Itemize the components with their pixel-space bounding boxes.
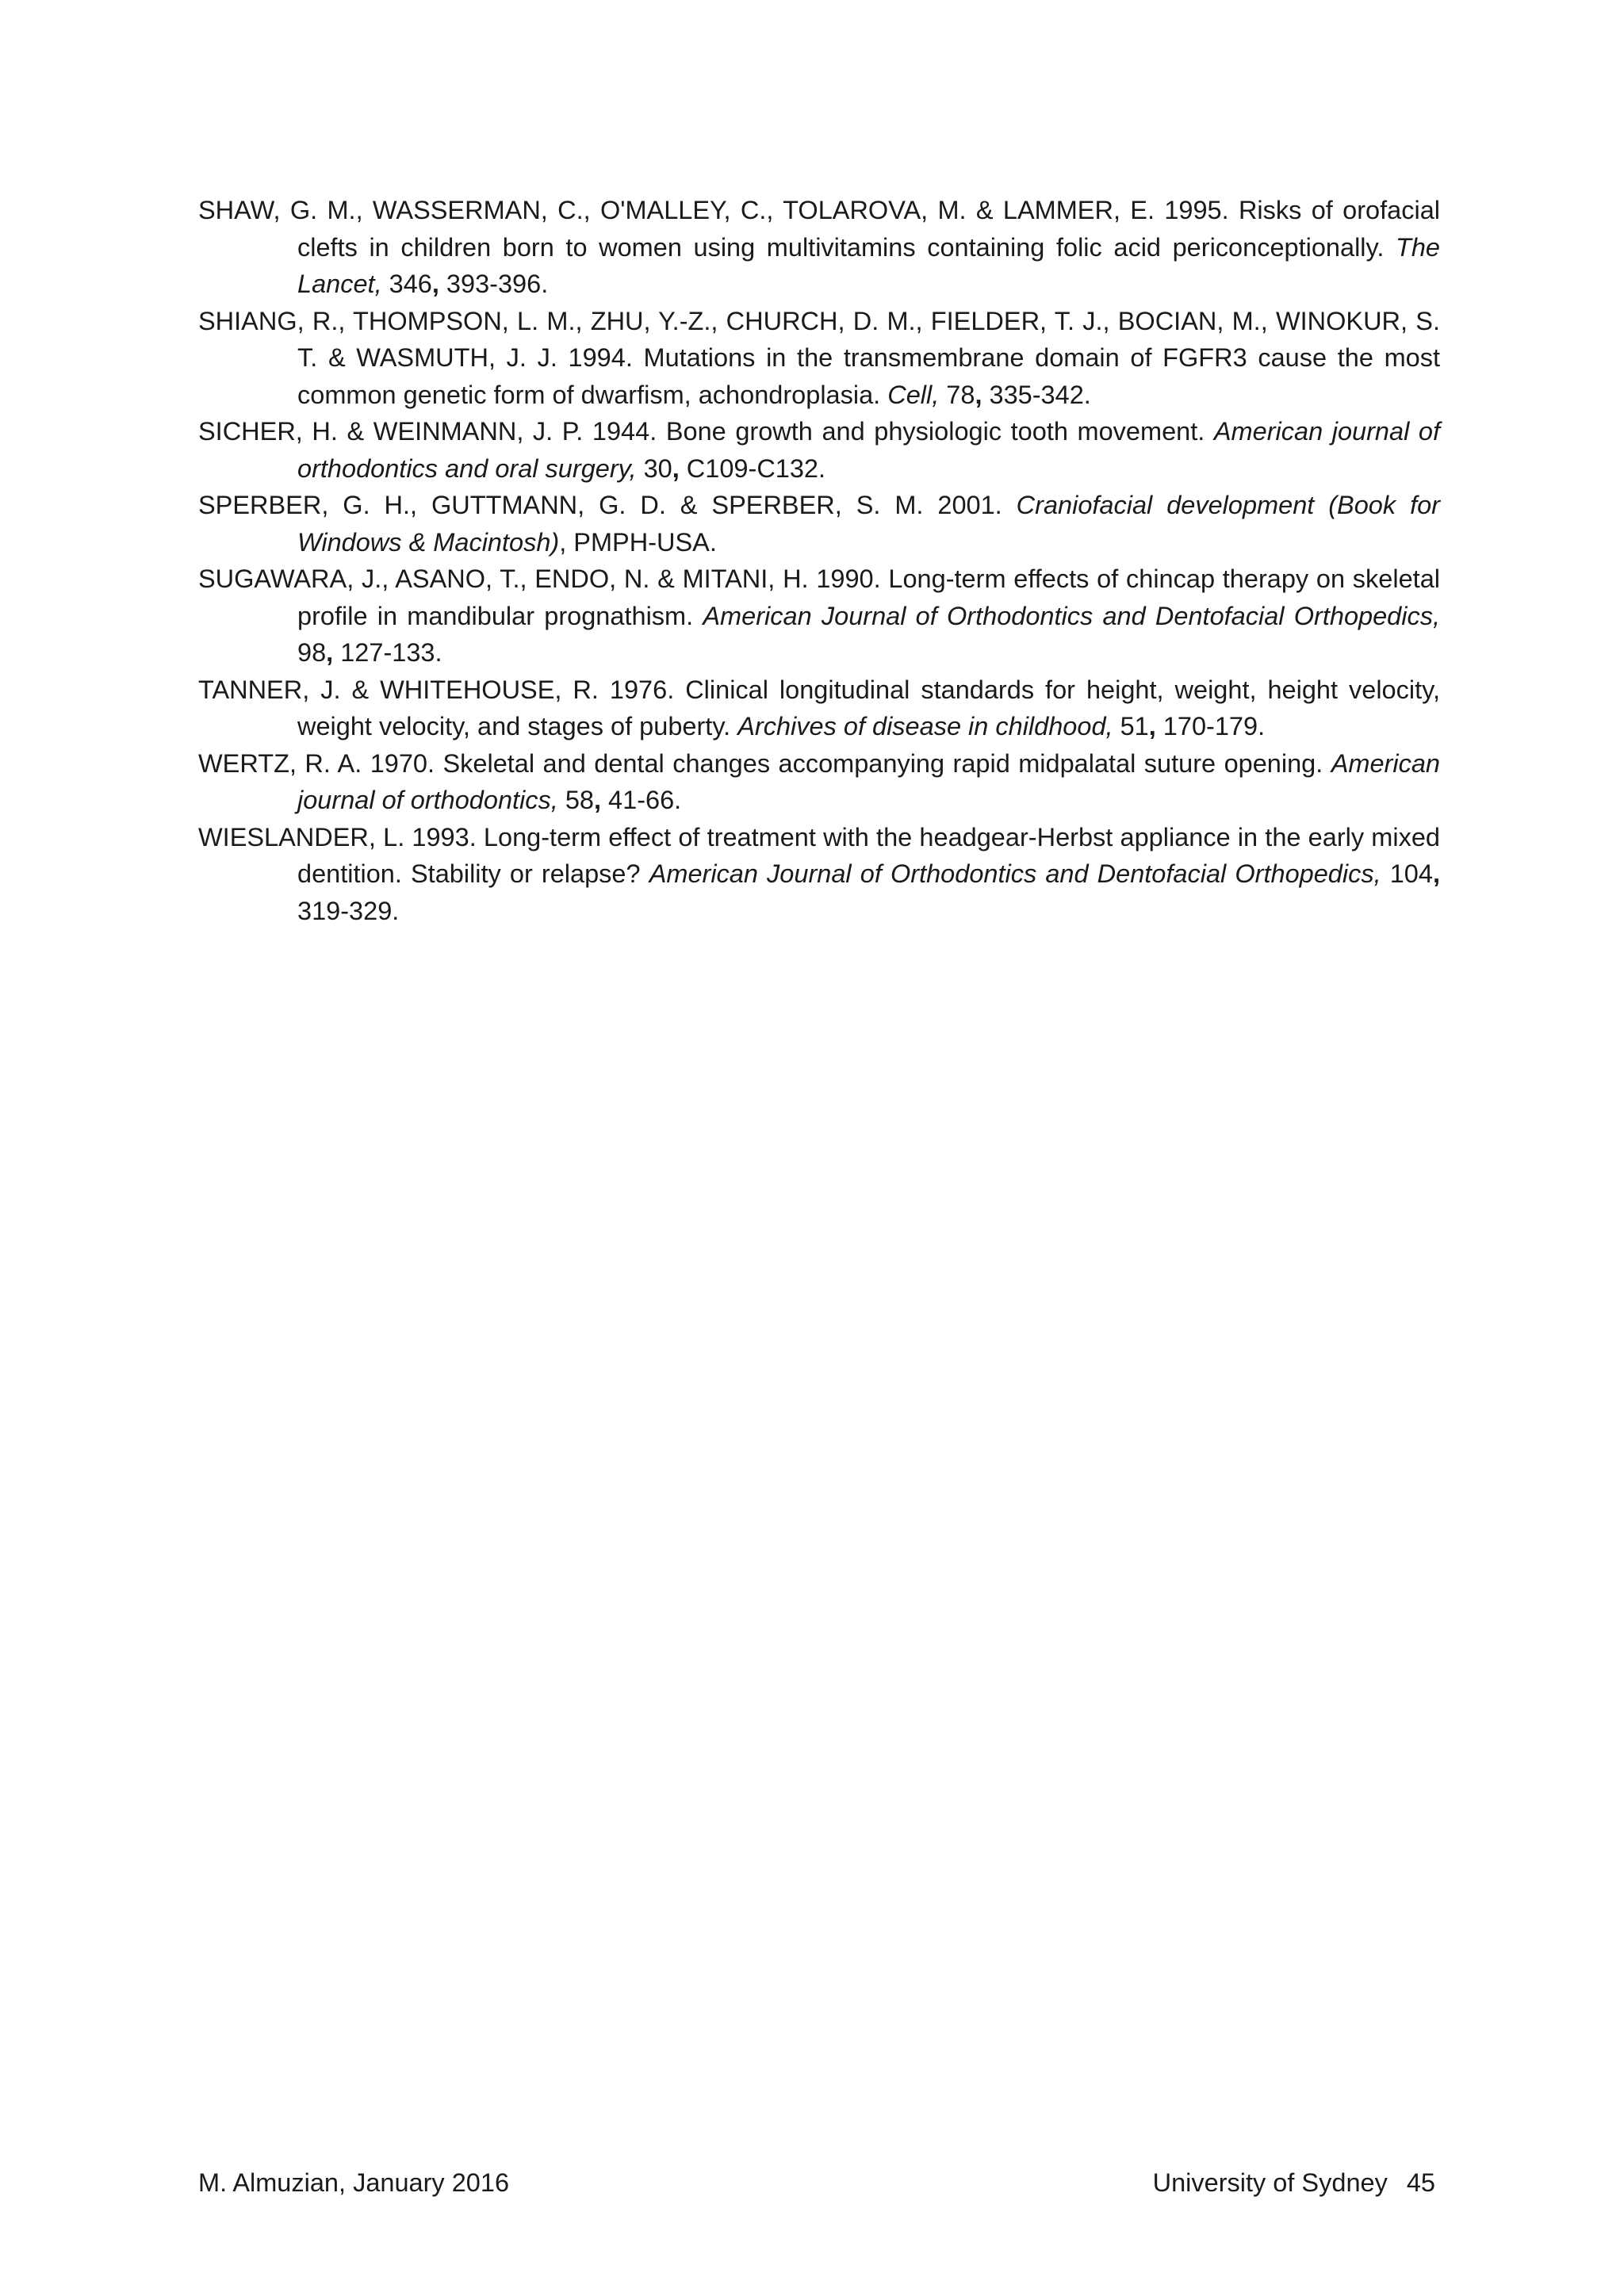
footer-right: [1153, 2164, 1435, 2201]
page-number: 45: [1406, 2168, 1435, 2197]
reference-pages: 170-179.: [1155, 712, 1266, 740]
reference-pages: C109-C132.: [679, 453, 826, 483]
reference-volume: 346: [389, 270, 432, 298]
reference-gap: [637, 454, 644, 483]
reference-authors-title: SICHER, H. & WEINMANN, J. P. 1944. Bone growth and physiologic tooth movement.: [198, 417, 1214, 446]
reference-authors-title: SHAW, G. M., WASSERMAN, C., O'MALLEY, C., TOLAROVA, M. & LAMMER, E. 1995. Risks of orofacial clefts in children born to women using multivitamins containing folic acid periconceptionally.: [198, 196, 1440, 262]
reference-authors-title: WIESLANDER, L. 1993. Long-term effect of treatment with the headgear-Herbst appliance in the early mixed dentition. Stability or relapse?: [198, 822, 1440, 888]
reference-entry: [198, 413, 1440, 487]
reference-pages: 127-133.: [333, 638, 442, 667]
reference-entry: [198, 303, 1440, 414]
reference-list: [198, 192, 1440, 929]
reference-entry: [198, 192, 1440, 303]
reference-journal: The Lancet,: [297, 232, 1440, 298]
reference-pages: 319-329.: [297, 896, 400, 925]
reference-journal: American Journal of Orthodontics and Dentofacial Orthopedics,: [703, 601, 1441, 630]
reference-entry: [198, 487, 1440, 561]
reference-comma: ,: [672, 453, 680, 483]
reference-journal: American journal of orthodontics,: [297, 748, 1440, 814]
reference-gap: [1113, 712, 1120, 740]
reference-entry: [198, 561, 1440, 672]
reference-volume: 30: [643, 453, 672, 483]
reference-comma: ,: [1432, 859, 1440, 888]
reference-pages: , PMPH-USA.: [559, 527, 717, 557]
reference-journal: American journal of orthodontics and oral surgery,: [297, 417, 1440, 483]
reference-entry: [198, 745, 1440, 819]
reference-volume: 58: [565, 786, 594, 814]
reference-pages: 41-66.: [601, 786, 682, 814]
reference-gap: [558, 786, 565, 814]
reference-gap: [1381, 859, 1390, 888]
reference-comma: ,: [1148, 712, 1156, 740]
reference-volume: 98: [297, 638, 327, 667]
reference-authors-title: SPERBER, G. H., GUTTMANN, G. D. & SPERBER, S. M. 2001.: [198, 491, 1017, 519]
footer-author-date: M. Almuzian, January 2016: [198, 2168, 510, 2197]
reference-gap: [382, 270, 389, 298]
reference-journal: Cell,: [887, 380, 940, 409]
reference-comma: ,: [431, 270, 439, 298]
reference-pages: 335-342.: [982, 380, 1091, 409]
reference-comma: ,: [326, 638, 334, 667]
reference-authors-title: TANNER, J. & WHITEHOUSE, R. 1976. Clinical longitudinal standards for height, weight, height velocity, weight velocity, and stages of puberty.: [198, 675, 1440, 740]
reference-volume: 78: [946, 380, 975, 409]
reference-journal: Craniofacial development (Book for Windows & Macintosh): [297, 491, 1440, 557]
reference-entry: [198, 819, 1440, 930]
reference-gap: [939, 381, 946, 409]
reference-pages: 393-396.: [439, 270, 549, 298]
reference-volume: 51: [1120, 712, 1149, 740]
reference-entry: [198, 672, 1440, 745]
reference-authors-title: SHIANG, R., THOMPSON, L. M., ZHU, Y.-Z., CHURCH, D. M., FIELDER, T. J., BOCIAN, M., WINOKUR, S. T. & WASMUTH, J. J. 1994. Mutations in the transmembrane domain of FGFR3 cause the most common genetic form of dwarfism, achondroplasia.: [198, 306, 1440, 409]
footer-institution: University of Sydney: [1152, 2168, 1388, 2197]
reference-authors-title: SUGAWARA, J., ASANO, T., ENDO, N. & MITANI, H. 1990. Long-term effects of chincap therapy on skeletal profile in mandibular prognathism.: [198, 564, 1440, 630]
reference-journal: American Journal of Orthodontics and Dentofacial Orthopedics,: [649, 859, 1381, 888]
reference-volume: 104: [1389, 859, 1433, 888]
reference-journal: Archives of disease in childhood,: [737, 712, 1113, 740]
reference-authors-title: WERTZ, R. A. 1970. Skeletal and dental changes accompanying rapid midpalatal suture opening.: [198, 748, 1331, 778]
reference-comma: ,: [975, 380, 982, 409]
reference-comma: ,: [594, 786, 602, 814]
